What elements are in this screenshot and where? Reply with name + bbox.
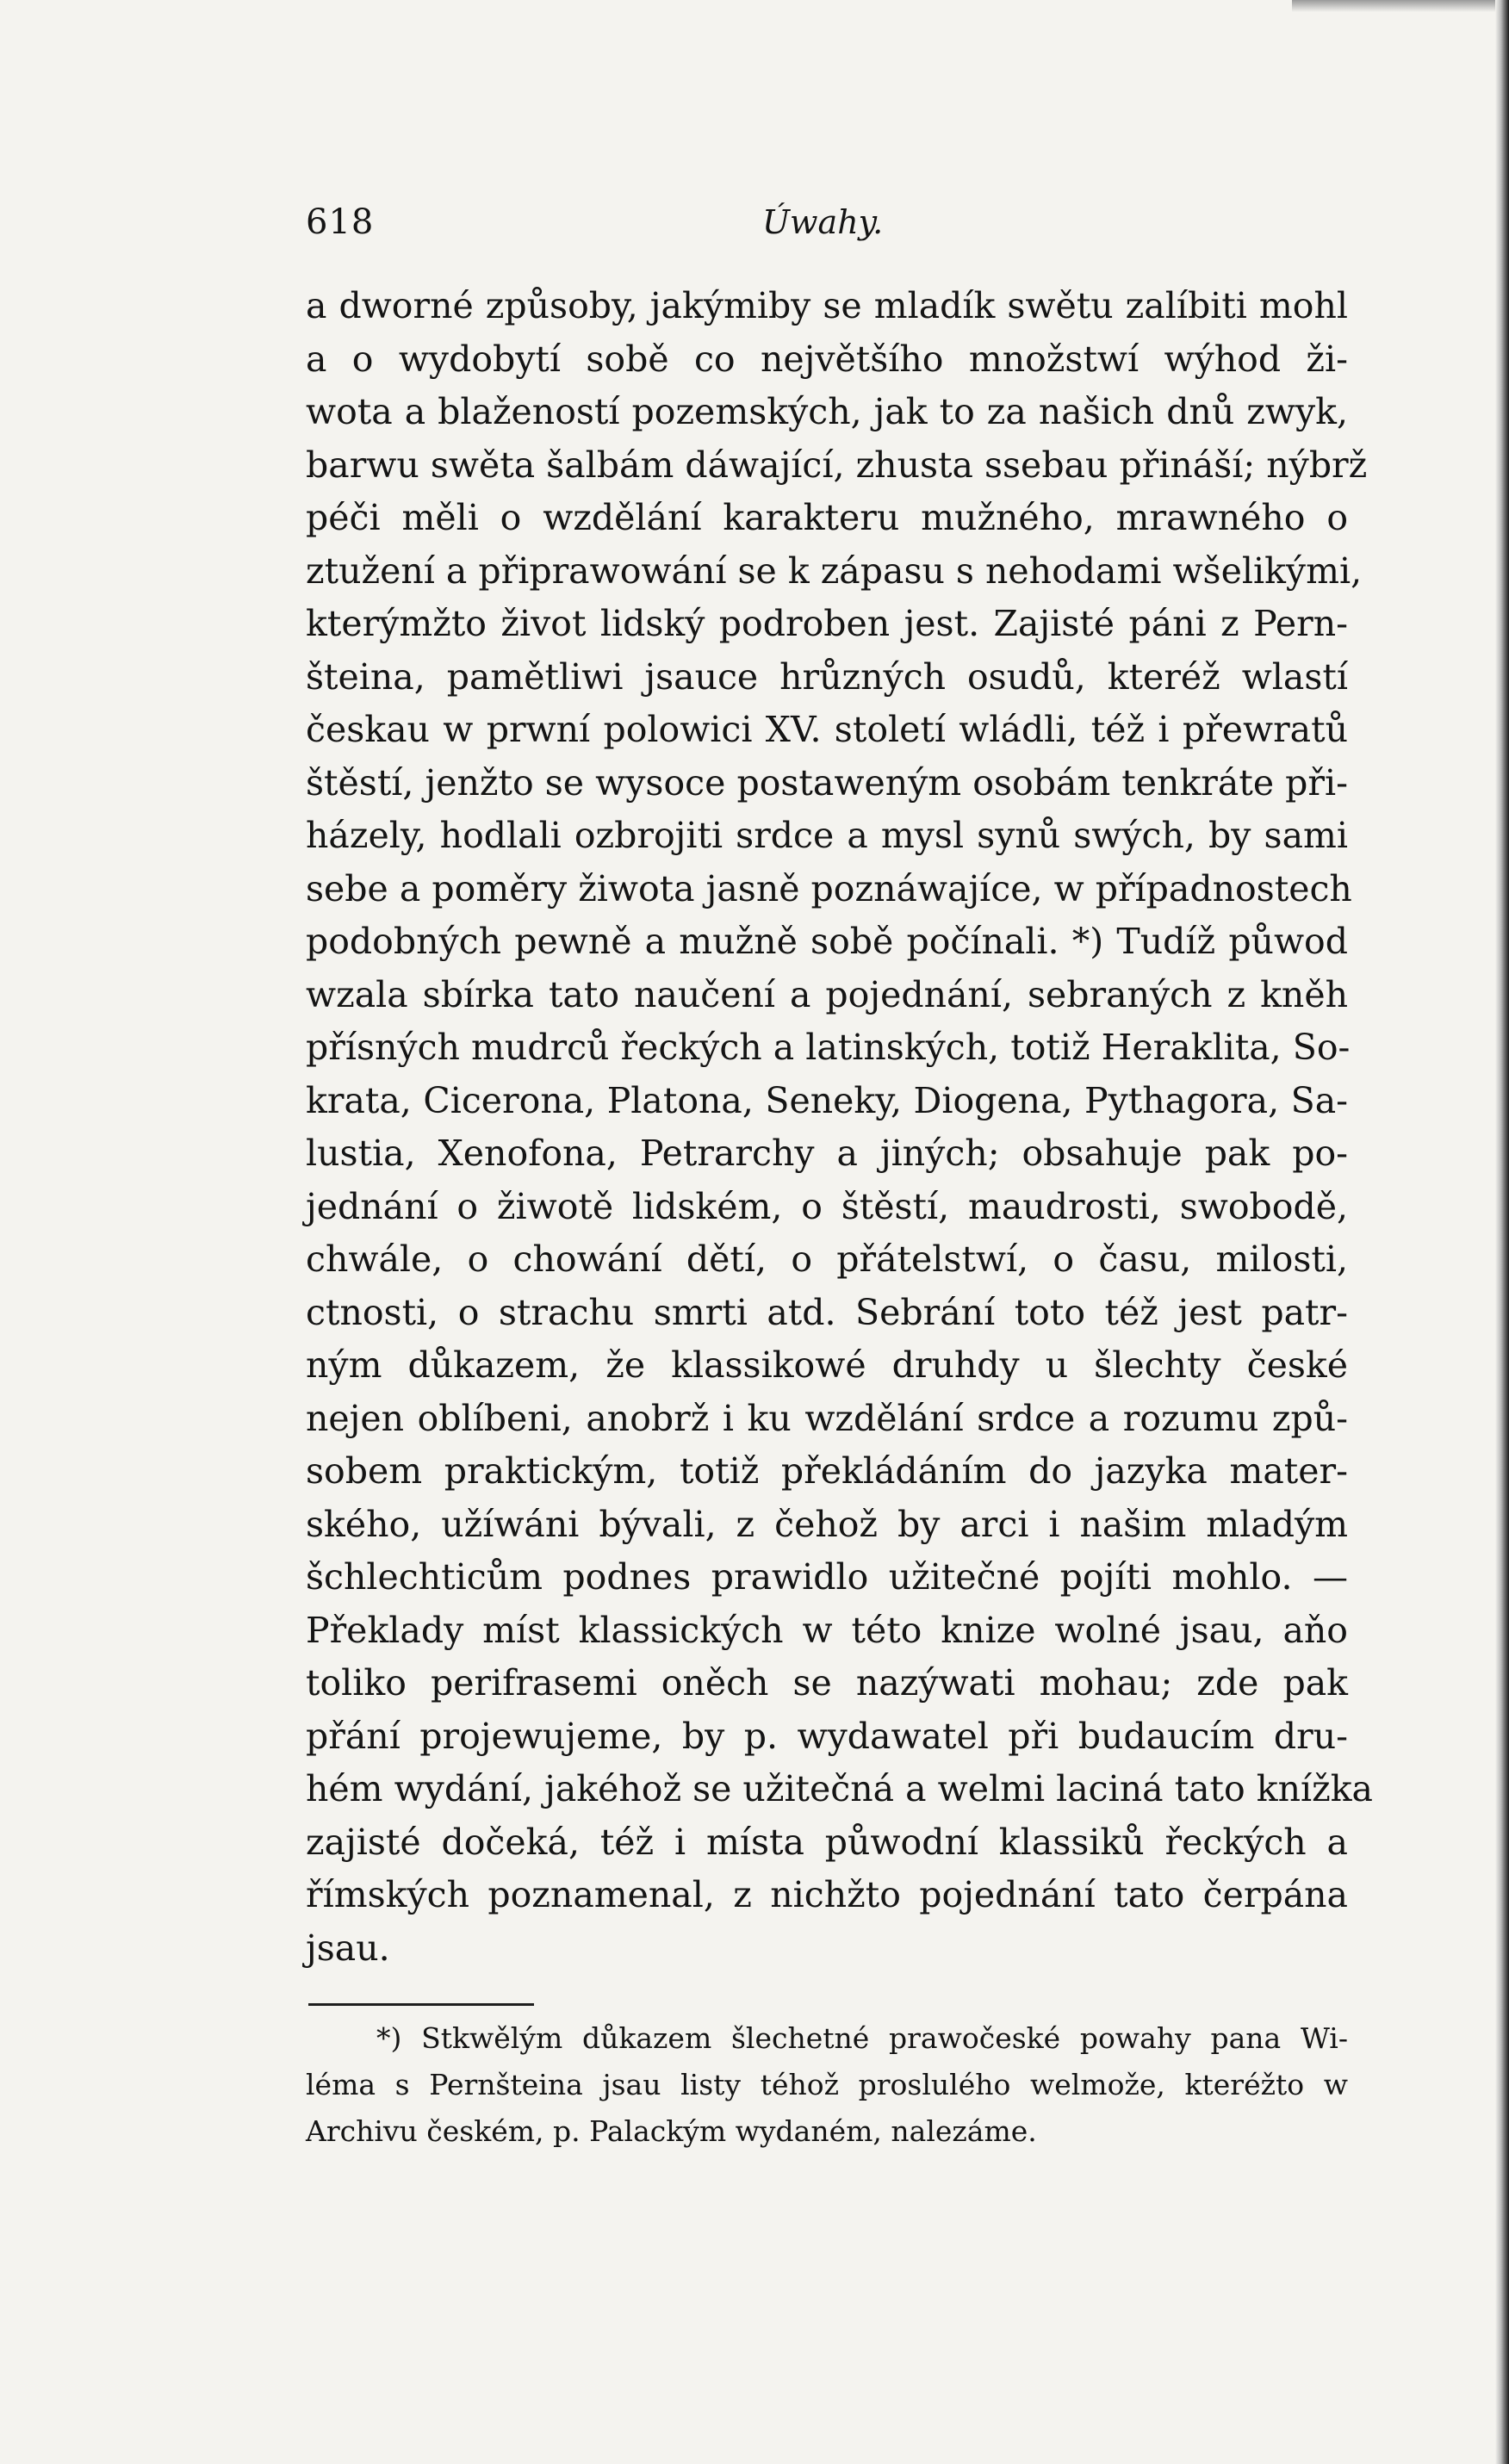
text-line: krata, Cicerona, Platona, Seneky, Diogena, Pythagora, Sa- [306,1079,1348,1121]
text-line: a o wydobytí sobě co největšího množstwí wýhod ži- [306,338,1348,380]
text-line: ctnosti, o strachu smrti atd. Sebrání toto též jest patr- [306,1291,1348,1333]
text-line: wota a blažeností pozemských, jak to za našich dnů zwyk, [306,391,1348,432]
page-edge [1495,0,1509,2464]
text-line: kterýmžto život lidský podroben jest. Zajisté páni z Pern- [306,603,1348,644]
text-line: štěstí, jenžto se wysoce postaweným osobám tenkráte při- [306,761,1348,804]
text-line: péči měli o wzdělání karakteru mužného, mrawného o [306,497,1348,538]
text-line: českau w prwní polowici XV. století wládli, též i přewratů [306,709,1348,750]
text-line: ným důkazem, že klassikowé druhdy u šlechty české [306,1344,1348,1386]
page-number: 618 [306,202,375,242]
text-line: římských poznamenal, z nichžto pojednání tato čerpána [306,1874,1348,1915]
body-text [306,280,1373,1975]
running-head: Úwahy. [762,203,884,241]
text-line: jsau. [306,1927,390,1969]
page-header [306,196,1348,248]
text-line: šteina, pamětliwi jsauce hrůzných osudů, kteréž wlastí [306,655,1348,698]
text-line: podobných pewně a mužně sobě počínali. *) Tudíž půwod [306,921,1348,962]
text-line: hém wydání, jakéhož se užitečná a welmi laciná tato knížka [306,1768,1373,1809]
text-line: sobem praktickým, totiž překládáním do jazyka mater- [306,1450,1348,1492]
text-line: barwu swěta šalbám dáwající, zhusta ssebau přináší; nýbrž [306,444,1368,486]
text-line: přísných mudrců řeckých a latinských, totiž Heraklita, So- [306,1027,1351,1068]
text-line: přání projewujeme, by p. wydawatel při budaucím dru- [306,1715,1348,1757]
text-line: ského, užíwáni bývali, z čehož by arci i našim mladým [306,1503,1348,1545]
footnote-line: Archivu českém, p. Palackým wydaném, nalezáme. [306,2114,1037,2148]
text-line: jednání o žiwotě lidském, o štěstí, maudrosti, swobodě, [306,1185,1348,1227]
text-line: šchlechticům podnes prawidlo užitečné pojíti mohlo. — [306,1556,1348,1598]
text-line: zajisté dočeká, též i místa půwodní klassiků řeckých a [306,1821,1348,1863]
text-line: lustia, Xenofona, Petrarchy a jiných; obsahuje pak po- [306,1133,1348,1174]
text-line: wzala sbírka tato naučení a pojednání, sebraných z kněh [306,973,1348,1015]
footnote-line: *) Stkwělým důkazem šlechetné prawočeské powahy pana Wi- [376,2021,1348,2055]
text-line: a dworné způsoby, jakýmiby se mladík swětu zalíbiti mohl [306,285,1348,326]
text-line: toliko perifrasemi oněch se nazýwati mohau; zde pak [306,1662,1348,1704]
footnote-rule [308,2003,534,2006]
footnote [306,2015,1348,2155]
text-line: sebe a poměry žiwota jasně poznáwajíce, w případnostech [306,867,1352,909]
text-line: chwále, o chowání dětí, o přátelstwí, o času, milosti, [306,1238,1348,1280]
text-line: nejen oblíbeni, anobrž i ku wzdělání srdce a rozumu způ- [306,1397,1348,1439]
page-top-shadow [1292,0,1509,12]
text-line: ztužení a připrawowání se k zápasu s nehodami wšelikými, [306,549,1363,592]
footnote-line: léma s Pernšteina jsau listy téhož proslulého welmože, kteréžto w [306,2068,1348,2101]
text-line: házely, hodlali ozbrojiti srdce a mysl synů swých, by sami [306,815,1348,856]
text-line: Překlady míst klassických w této knize wolné jsau, aňo [306,1609,1348,1651]
